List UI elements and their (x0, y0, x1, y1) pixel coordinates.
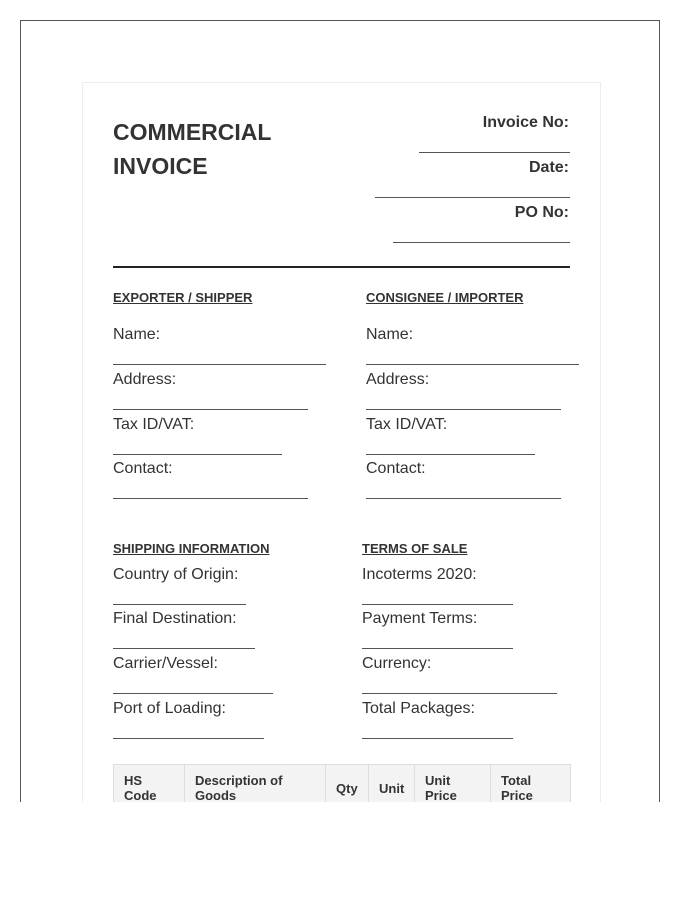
total-packages-label: Total Packages: (362, 700, 475, 717)
payment-terms-field[interactable] (362, 648, 513, 649)
items-table-header-row (114, 765, 571, 803)
consignee-contact-label: Contact: (366, 460, 426, 477)
column-header-unit-price: Unit Price (415, 765, 491, 803)
port-of-loading-label: Port of Loading: (113, 700, 226, 717)
items-table (113, 764, 571, 802)
exporter-contact-field[interactable] (113, 498, 308, 499)
exporter-name-label: Name: (113, 326, 161, 343)
exporter-address-label: Address: (113, 371, 177, 388)
invoice-no-field[interactable] (419, 152, 570, 153)
po-no-field[interactable] (393, 242, 570, 243)
consignee-address-field[interactable] (366, 409, 561, 410)
title-line-2: INVOICE (113, 153, 208, 179)
invoice-title (113, 115, 271, 183)
exporter-contact-label: Contact: (113, 460, 173, 477)
exporter-taxid-field[interactable] (113, 454, 282, 455)
column-header-unit: Unit (369, 765, 415, 803)
exporter-heading: EXPORTER / SHIPPER (113, 290, 253, 305)
currency-label: Currency: (362, 655, 432, 672)
consignee-name-label: Name: (366, 326, 414, 343)
final-destination-field[interactable] (113, 648, 255, 649)
origin-country-label: Country of Origin: (113, 566, 239, 583)
terms-heading: TERMS OF SALE (362, 541, 468, 556)
column-header-total-price: Total Price (491, 765, 571, 803)
incoterms-label: Incoterms 2020: (362, 566, 477, 583)
exporter-address-field[interactable] (113, 409, 308, 410)
consignee-taxid-field[interactable] (366, 454, 535, 455)
total-packages-field[interactable] (362, 738, 513, 739)
column-header-hs-code: HS Code (114, 765, 185, 803)
title-line-1: COMMERCIAL (113, 119, 272, 145)
consignee-taxid-label: Tax ID/VAT: (366, 416, 448, 433)
origin-country-field[interactable] (113, 604, 246, 605)
currency-field[interactable] (362, 693, 557, 694)
column-header-description: Description of Goods (185, 765, 326, 803)
page-frame (20, 20, 660, 802)
carrier-vessel-label: Carrier/Vessel: (113, 655, 218, 672)
exporter-name-field[interactable] (113, 364, 326, 365)
port-of-loading-field[interactable] (113, 738, 264, 739)
final-destination-label: Final Destination: (113, 610, 237, 627)
date-field[interactable] (375, 197, 570, 198)
exporter-taxid-label: Tax ID/VAT: (113, 416, 195, 433)
consignee-address-label: Address: (366, 371, 430, 388)
po-no-label: PO No: (514, 204, 569, 221)
incoterms-field[interactable] (362, 604, 513, 605)
carrier-vessel-field[interactable] (113, 693, 273, 694)
header-divider (113, 266, 570, 268)
column-header-qty: Qty (326, 765, 369, 803)
consignee-name-field[interactable] (366, 364, 579, 365)
consignee-heading: CONSIGNEE / IMPORTER (366, 290, 524, 305)
invoice-no-label: Invoice No: (482, 114, 569, 131)
consignee-contact-field[interactable] (366, 498, 561, 499)
invoice-paper (82, 82, 601, 802)
payment-terms-label: Payment Terms: (362, 610, 478, 627)
date-label: Date: (528, 159, 569, 176)
shipping-heading: SHIPPING INFORMATION (113, 541, 270, 556)
